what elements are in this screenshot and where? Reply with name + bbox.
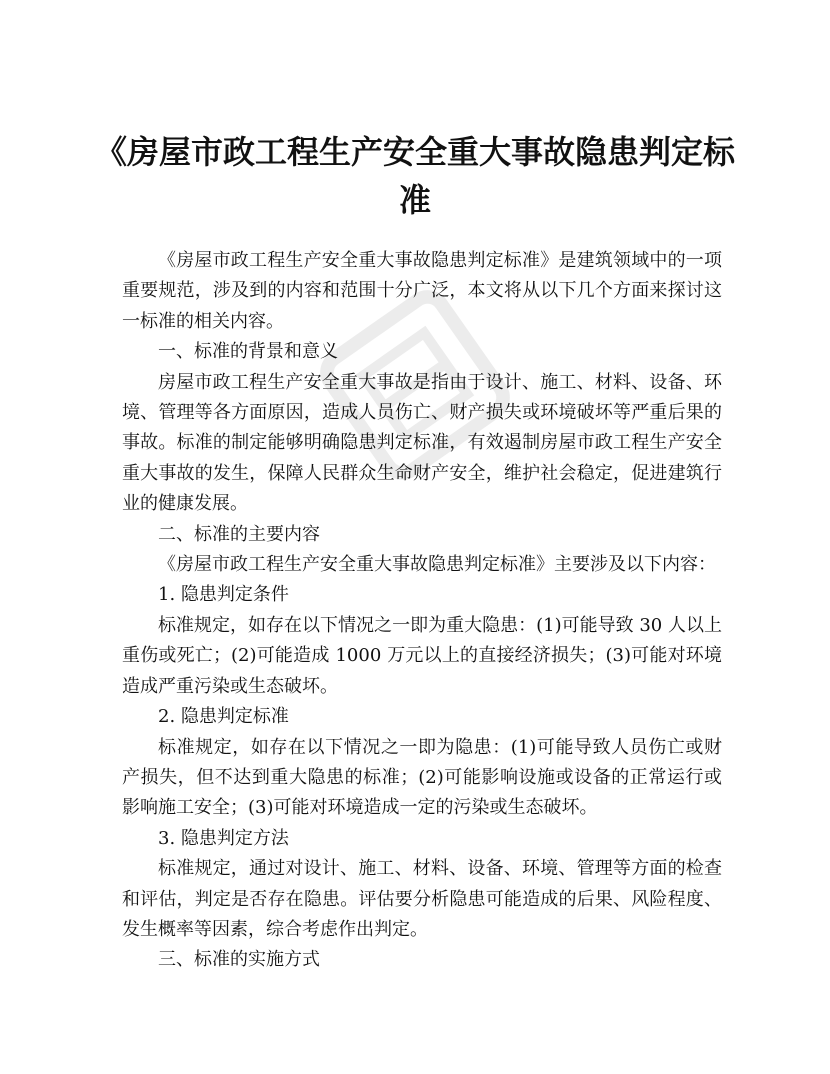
- document-title: 《房屋市政工程生产安全重大事故隐患判定标准: [94, 133, 735, 219]
- heading-section-1: 一、标准的背景和意义: [158, 341, 338, 363]
- paragraph-background: 房屋市政工程生产安全重大事故是指由于设计、施工、材料、设备、环境、管理等各方面原因，造成人员伤亡、财产损失或环境破坏等严重后果的事故。标准的制定能够明确隐患判定标准，有效遏制房屋市政工程生产安全重大事故的发生，保障人民群众生命财产安全，维护社会稳定，促进建筑行业的健康发展。: [122, 371, 722, 515]
- subheading-methods: 3. 隐患判定方法: [158, 827, 289, 849]
- heading-section-3: 三、标准的实施方式: [158, 949, 320, 971]
- paragraph-intro: 《房屋市政工程生产安全重大事故隐患判定标准》是建筑领域中的一项重要规范，涉及到的内容和范围十分广泛，本文将从以下几个方面来探讨这一标准的相关内容。: [122, 250, 722, 332]
- paragraph-conditions: 标准规定，如存在以下情况之一即为重大隐患：(1)可能导致 30 人以上重伤或死亡；(2)可能造成 1000 万元以上的直接经济损失；(3)可能对环境造成严重污染或生态破坏。: [122, 614, 722, 697]
- subheading-conditions: 1. 隐患判定条件: [158, 584, 289, 606]
- document-body: [122, 246, 722, 976]
- subheading-criteria: 2. 隐患判定标准: [158, 706, 289, 728]
- heading-section-2: 二、标准的主要内容: [158, 523, 320, 545]
- paragraph-main-content: 《房屋市政工程生产安全重大事故隐患判定标准》主要涉及以下内容：: [158, 554, 716, 576]
- paragraph-methods: 标准规定，通过对设计、施工、材料、设备、环境、管理等方面的检查和评估，判定是否存在隐患。评估要分析隐患可能造成的后果、风险程度、发生概率等因素，综合考虑作出判定。: [122, 858, 722, 940]
- paragraph-criteria: 标准规定，如存在以下情况之一即为隐患：(1)可能导致人员伤亡或财产损失，但不达到重大隐患的标准；(2)可能影响设施或设备的正常运行或影响施工安全；(3)可能对环境造成一定的污染或生态破坏。: [122, 736, 722, 819]
